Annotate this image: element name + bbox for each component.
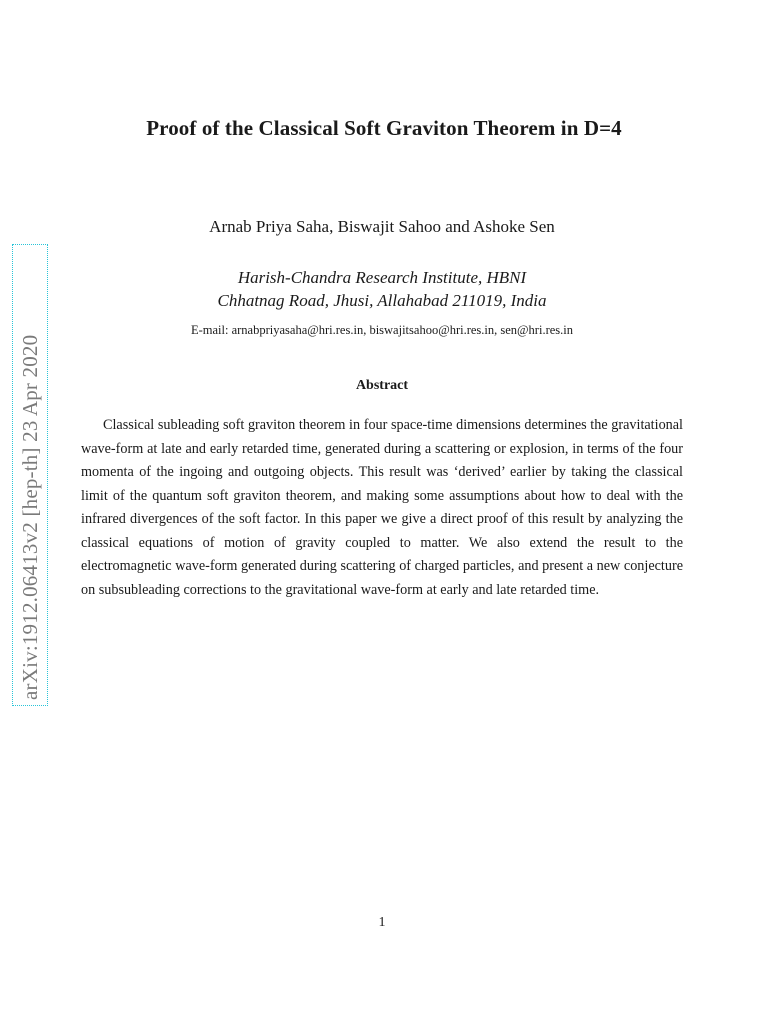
affiliation-line-1: Harish-Chandra Research Institute, HBNI bbox=[237, 268, 527, 287]
page-number: 1 bbox=[378, 915, 386, 930]
paper-title: Proof of the Classical Soft Graviton Theorem in D=4 bbox=[146, 116, 622, 140]
affiliation-line-2: Chhatnag Road, Jhusi, Allahabad 211019, India bbox=[217, 291, 547, 310]
arxiv-identifier[interactable]: arXiv:1912.06413v2 [hep-th] 23 Apr 2020 bbox=[18, 334, 42, 700]
abstract-heading: Abstract bbox=[355, 378, 409, 393]
abstract-text: Classical subleading soft graviton theorem in four space-time dimensions determines the gravitational wave-form at late and early retarded time, generated during a scattering or explosion, in terms of the four momenta of the ingoing and outgoing objects. This result was ‘derived’ earlier by taking the classical limit of the quantum soft graviton theorem, and making some assumptions about how to deal with the infrared divergences of the soft factor. In this paper we give a direct proof of this result by analyzing the classical equations of motion of gravity coupled to matter. We also extend the result to the electromagnetic wave-form generated during scattering of charged particles, and present a new conjecture on subsubleading corrections to the gravitational wave-form at early and late retarded time. bbox=[81, 417, 683, 598]
paper-affiliation bbox=[0, 266, 764, 312]
paper-authors: Arnab Priya Saha, Biswajit Sahoo and Ashoke Sen bbox=[209, 217, 555, 236]
author-emails: E-mail: arnabpriyasaha@hri.res.in, biswajitsahoo@hri.res.in, sen@hri.res.in bbox=[190, 323, 573, 337]
